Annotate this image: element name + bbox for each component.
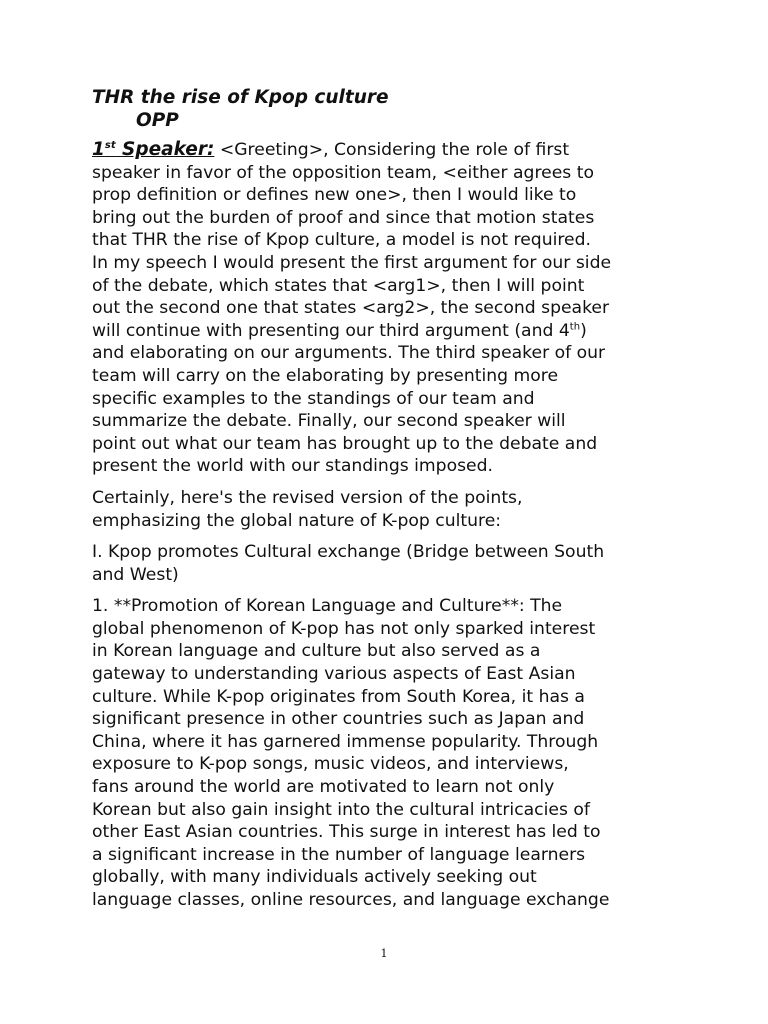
paragraph-line: global phenomenon of K-pop has not only sparked interest [92,618,596,639]
paragraph-text: ) [580,320,587,341]
paragraph-line: gateway to understanding various aspects of East Asian [92,664,576,685]
paragraph-line: I. Kpop promotes Cultural exchange (Bridge between South [92,542,605,563]
paragraph-line: point out what our team has brought up to the debate and [92,433,598,454]
paragraph-line: Certainly, here's the revised version of the points, [92,487,523,508]
speaker-label [92,139,214,160]
paragraph-line [92,320,682,343]
paragraph-line: language classes, online resources, and language exchange [92,890,610,910]
paragraph-line: specific examples to the standings of our team and [92,388,535,409]
paragraph-text: <Greeting>, Considering the role of first [214,140,570,160]
paragraph-line: exposure to K-pop songs, music videos, and interviews, [92,754,569,775]
paragraph-line: team will carry on the elaborating by presenting more [92,365,559,386]
paragraph-line: and elaborating on our arguments. The third speaker of our [92,343,606,364]
paragraph-line: In my speech I would present the first argument for our side [92,252,612,273]
paragraph-text: will continue with presenting our third argument (and 4 [92,320,570,341]
speaker-ordinal-suffix: st [104,139,116,151]
speaker-ordinal: 1 [92,139,105,160]
document-title: THR the rise of Kpop culture [92,87,389,108]
paragraph-line: 1. **Promotion of Korean Language and Culture**: The [92,596,563,617]
paragraph-line: present the world with our standings imposed. [92,456,493,477]
paragraph-line: globally, with many individuals actively seeking out [92,867,537,888]
document-page [92,86,682,921]
paragraph-line: that THR the rise of Kpop culture, a model is not required. [92,230,591,251]
superscript: th [569,321,581,333]
paragraph-line: Korean but also gain insight into the cultural intricacies of [92,799,590,820]
speaker-label-text: Speaker: [115,139,215,160]
speaker-paragraph [92,139,682,478]
paragraph-line: and West) [92,564,179,585]
paragraph-line: emphasizing the global nature of K-pop culture: [92,510,502,531]
paragraph-line: fans around the world are motivated to learn not only [92,777,555,798]
paragraph-line: bring out the burden of proof and since that motion states [92,207,595,228]
paragraph-line: of the debate, which states that <arg1>, then I will point [92,275,585,296]
paragraph-line: prop definition or defines new one>, then I would like to [92,185,577,206]
intro-paragraph [92,487,682,532]
paragraph-line: a significant increase in the number of language learners [92,844,586,865]
paragraph-line: other East Asian countries. This surge in interest has led to [92,822,601,843]
paragraph-line: out the second one that states <arg2>, the second speaker [92,298,610,319]
paragraph-line: China, where it has garnered immense popularity. Through [92,731,599,752]
point-paragraph [92,595,682,911]
paragraph-line: significant presence in other countries such as Japan and [92,709,585,730]
paragraph-line: summarize the debate. Finally, our second speaker will [92,411,566,432]
page-number: 1 [380,947,388,960]
paragraph-line: speaker in favor of the opposition team, <either agrees to [92,162,594,183]
paragraph-line [92,139,682,162]
paragraph-line: culture. While K-pop originates from South Korea, it has a [92,686,585,707]
heading-point-one [92,541,682,586]
side-label: OPP [136,110,179,131]
paragraph-line: in Korean language and culture but also served as a [92,641,541,662]
